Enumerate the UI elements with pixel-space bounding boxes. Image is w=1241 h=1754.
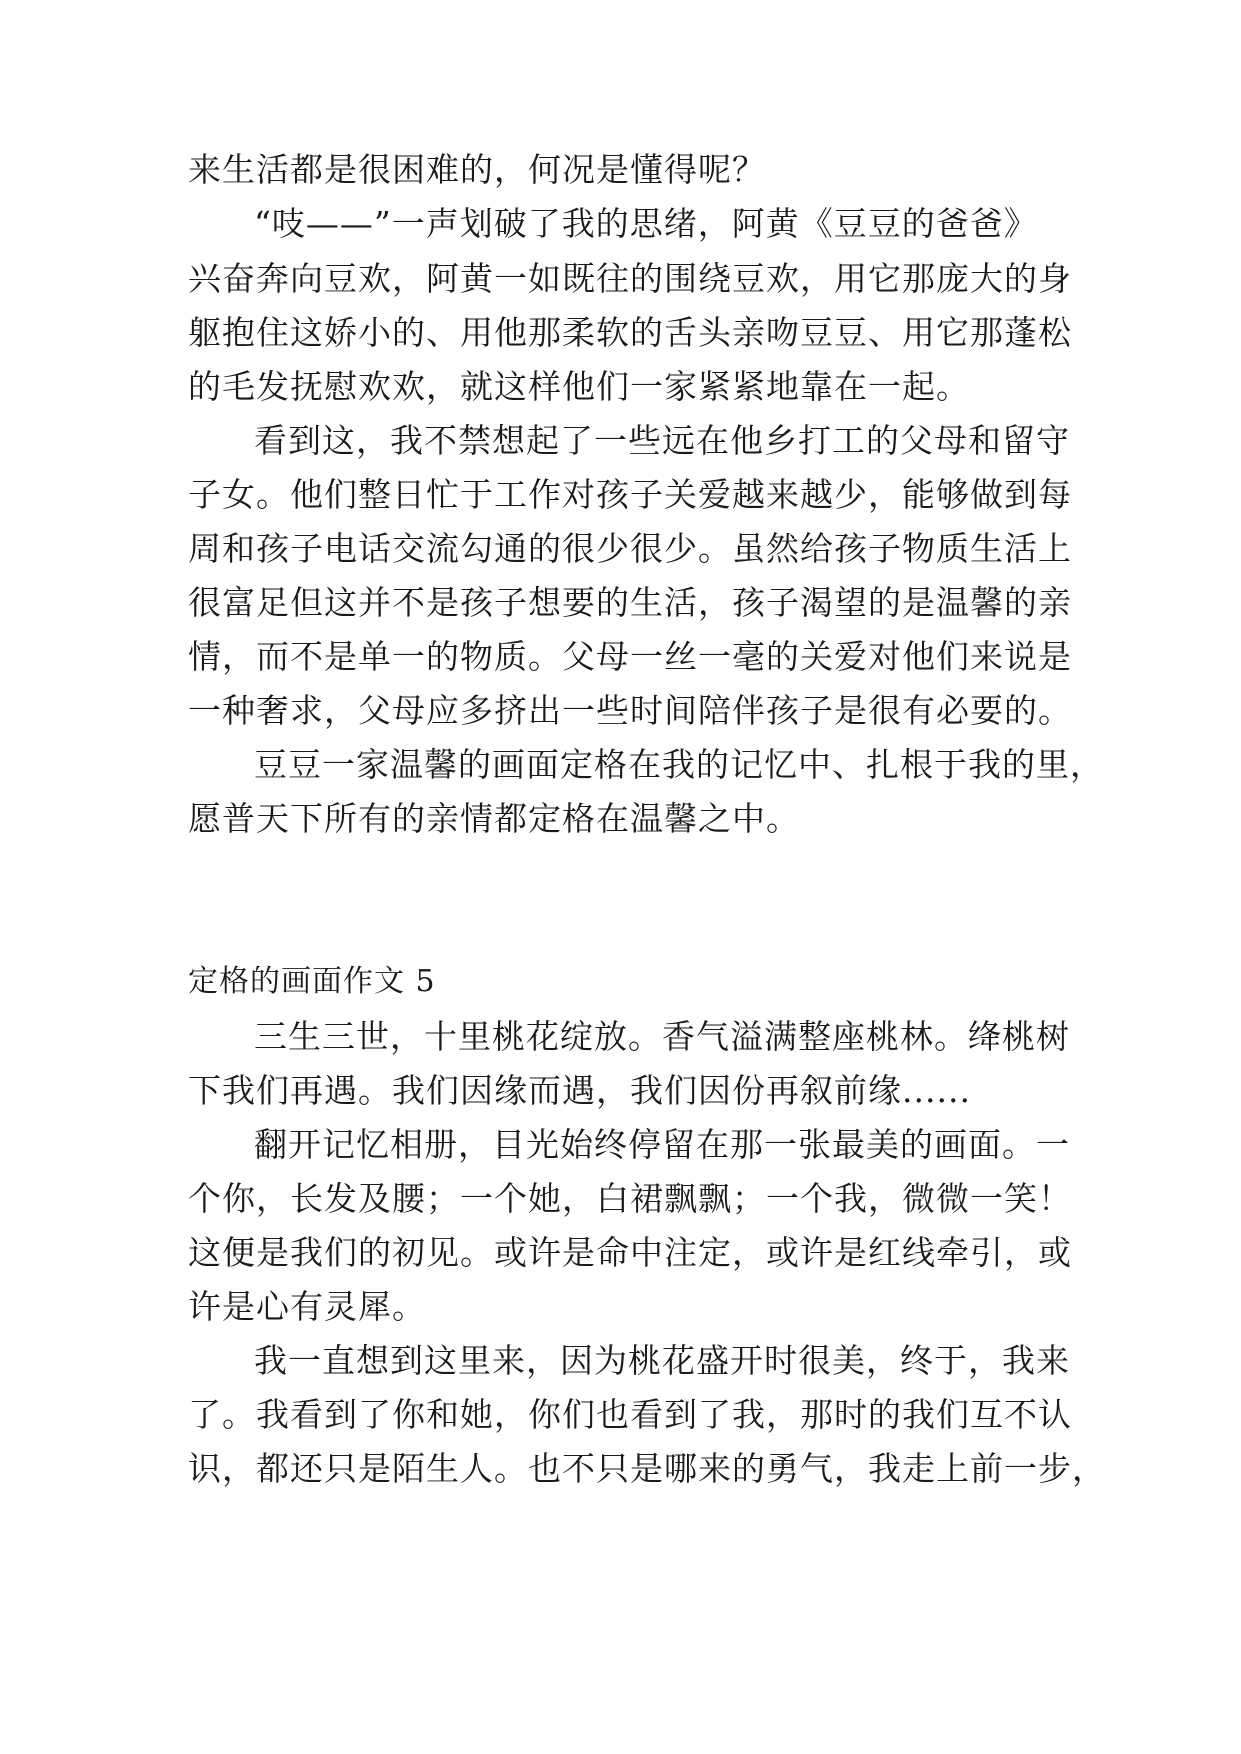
paragraph-line: 我一直想到这里来，因为桃花盛开时很美，终于，我来 (254, 1341, 1070, 1380)
paragraph-line: 识，都还只是陌生人。也不只是哪来的勇气，我走上前一步， (188, 1449, 1106, 1488)
paragraph-line: 看到这，我不禁想起了一些远在他乡打工的父母和留守 (254, 421, 1070, 460)
section-title: 定格的画面作文 5 (188, 964, 436, 999)
paragraph-line: 下我们再遇。我们因缘而遇，我们因份再叙前缘...... (188, 1071, 971, 1110)
paragraph-line: 兴奋奔向豆欢，阿黄一如既往的围绕豆欢，用它那庞大的身 (188, 259, 1072, 298)
paragraph-line: 这便是我们的初见。或许是命中注定，或许是红线牵引，或 (188, 1233, 1072, 1272)
paragraph-line: 个你，长发及腰；一个她，白裙飘飘；一个我，微微一笑！ (188, 1179, 1072, 1218)
paragraph-line: 愿普天下所有的亲情都定格在温馨之中。 (188, 799, 800, 838)
paragraph-line: 情，而不是单一的物质。父母一丝一毫的关爱对他们来说是 (188, 637, 1072, 676)
paragraph-line: 了。我看到了你和她，你们也看到了我，那时的我们互不认 (188, 1395, 1072, 1434)
paragraph-line: 许是心有灵犀。 (188, 1287, 426, 1326)
paragraph-line: 的毛发抚慰欢欢，就这样他们一家紧紧地靠在一起。 (188, 367, 970, 406)
paragraph-line: 翻开记忆相册，目光始终停留在那一张最美的画面。一 (254, 1125, 1070, 1164)
paragraph-line: 周和孩子电话交流勾通的很少很少。虽然给孩子物质生活上 (188, 529, 1072, 568)
paragraph-line: 很富足但这并不是孩子想要的生活，孩子渴望的是温馨的亲 (188, 583, 1072, 622)
paragraph-line: 子女。他们整日忙于工作对孩子关爱越来越少，能够做到每 (188, 475, 1072, 514)
paragraph-line: 豆豆一家温馨的画面定格在我的记忆中、扎根于我的里， (254, 745, 1104, 784)
paragraph-line: “吱——”一声划破了我的思绪，阿黄《豆豆的爸爸》 (254, 204, 1038, 243)
paragraph-line: 躯抱住这娇小的、用他那柔软的舌头亲吻豆豆、用它那蓬松 (188, 313, 1072, 352)
paragraph-line: 三生三世，十里桃花绽放。香气溢满整座桃林。绛桃树 (254, 1017, 1070, 1056)
paragraph-line: 来生活都是很困难的，何况是懂得呢？ (188, 150, 766, 189)
paragraph-line: 一种奢求，父母应多挤出一些时间陪伴孩子是很有必要的。 (188, 691, 1072, 730)
